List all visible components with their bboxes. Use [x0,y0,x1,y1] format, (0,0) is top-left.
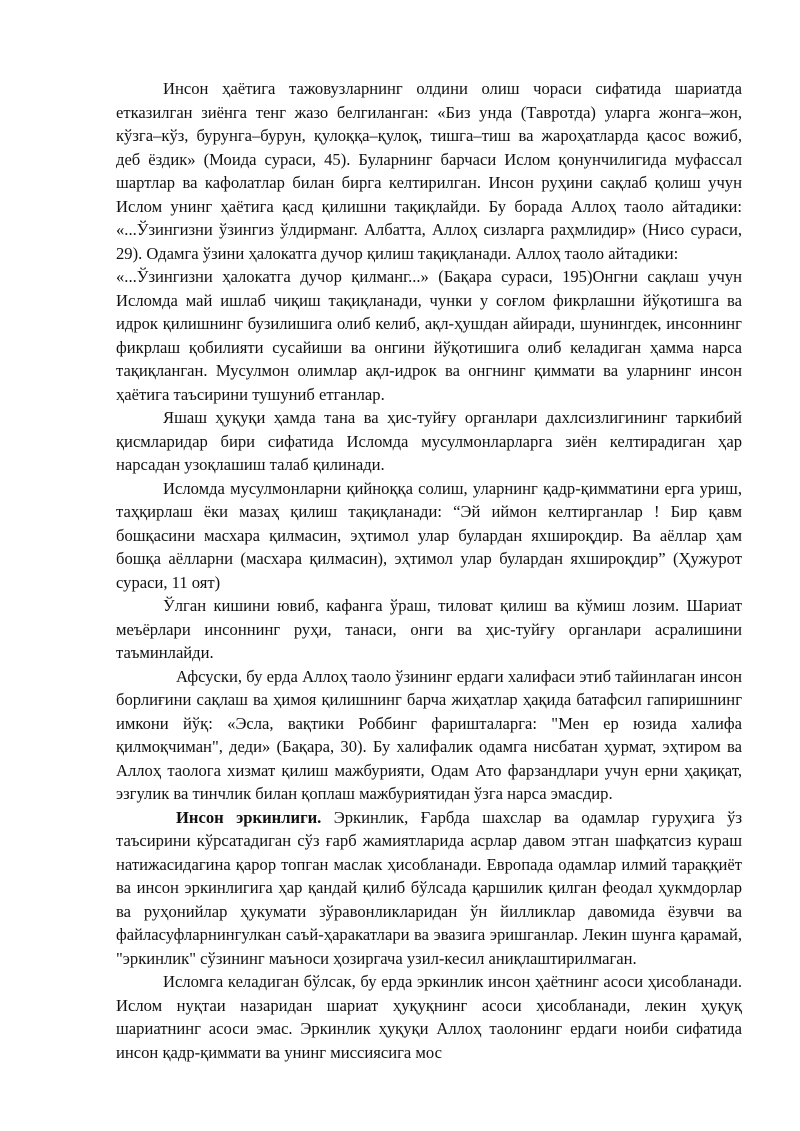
paragraph-7-text: Эркинлик, Ғарбда шахслар ва одамлар гуруҳига ўз таъсирини кўрсатадиган сўз ғарб жамиятларида асрлар давом этган шафқатсиз кураш натижасидагина қарор топган маслак ҳисобланади. Европада одамлар илмий тараққиёт ва инсон эркинлигига ҳар қандай қилиб бўлсада қаршилик қилган феодал ҳукмдорлар ва руҳонийлар ҳукумати зўравонликларидан ўн йилликлар давомида ёзувчи ва файласуфларнингулкан саъй-ҳаракатлари ва эвазига эришганлар. Лекин шунга қарамай, "эркинлик" сўзининг маъноси ҳозиргача узил-кесил аниқлаштирилмаган. [116,807,742,968]
document-page [116,77,742,1064]
section-heading: Инсон эркинлиги. [176,807,322,827]
paragraph-5: Ўлган кишини ювиб, кафанга ўраш, тиловат қилиш ва кўмиш лозим. Шариат меъёрлари инсоннинг руҳи, танаси, онги ва ҳис-туйғу органлари асралишини таъминлайди. [116,596,742,662]
paragraph-4: Исломда мусулмонларни қийноққа солиш, уларнинг қадр-қимматини ерга уриш, таҳқирлаш ёки мазаҳ қилиш тақиқланади: “Эй иймон келтирганлар ! Бир қавм бошқасини масхара қилмасин, эҳтимол улар булардан яхшироқдир. Ва аёллар ҳам бошқа аёлларни (масхара қилмасин), эҳтимол улар булардан яхшироқдир” (Ҳужурот сураси, 11 оят) [116,478,742,592]
paragraph-2: «...Ўзингизни ҳалокатга дучор қилманг...» (Бақара сураси, 195)Онгни сақлаш учун Исломда май ишлаб чиқиш тақиқланади, чунки у соғлом фикрлашни йўқотишга ва идрок қилишнинг бузилишига олиб келиб, ақл-ҳушдан айиради, шунингдек, инсоннинг фикрлаш қобилияти сусайиши ва онгини йўқотишига олиб келадиган ҳамма нарса тақиқланган. Мусулмон олимлар ақл-идрок ва онгнинг қиммати ва уларнинг инсон ҳаётига таъсирини тушуниб етганлар. [116,267,742,404]
paragraph-3: Яшаш ҳуқуқи ҳамда тана ва ҳис-туйғу органлари дахлсизлигининг таркибий қисмларидар бири сифатида Исломда мусулмонларларга зиён келтирадиган ҳар нарсадан узоқлашиш талаб қилинади. [116,408,742,474]
paragraph-8: Исломга келадиган бўлсак, бу ерда эркинлик инсон ҳаётнинг асоси ҳисобланади. Ислом нуқтаи назаридан шариат ҳуқуқнинг асоси ҳисобланади, лекин ҳуқуқ шариатнинг асоси эмас. Эркинлик ҳуқуқи Аллоҳ таолонинг ердаги ноиби сифатида инсон қадр-қиммати ва унинг миссиясига мос [116,972,742,1062]
paragraph-7 [116,806,742,971]
paragraph-1: Инсон ҳаётига тажовузларнинг олдини олиш чораси сифатида шариатда етказилган зиёнга тенг жазо белгиланган: «Биз унда (Тавротда) уларга жонга–жон, кўзга–кўз, бурунга–бурун, қулоққа–қулоқ, тишга–тиш ва жароҳатларда қасос вожиб, деб ёздик» (Моида сураси, 45). Буларнинг барчаси Ислом қонунчилигида муфассал шартлар ва кафолатлар билан бирга келтирилган. Инсон руҳини сақлаб қолиш учун Ислом унинг ҳаётига қасд қилишни тақиқлайди. Бу борада Аллоҳ таоло айтадики: «...Ўзингизни ўзингиз ўлдирманг. Албатта, Аллоҳ сизларга раҳмлидир» (Нисо сураси, 29). Одамга ўзини ҳалокатга дучор қилиш тақиқланади. Аллоҳ таоло айтадики: [116,79,742,263]
paragraph-6: Афсуски, бу ерда Аллоҳ таоло ўзининг ердаги халифаси этиб тайинлаган инсон борлиғини сақлаш ва ҳимоя қилишнинг барча жиҳатлар ҳақида батафсил гапиришнинг имкони йўқ: «Эсла, вақтики Роббинг фаришталарга: "Мен ер юзида халифа қилмоқчиман", деди» (Бақара, 30). Бу халифалик одамга нисбатан ҳурмат, эҳтиром ва Аллоҳ таолога хизмат қилиш мажбурияти, Одам Ато фарзандлари учун ерни ҳақиқат, эзгулик ва тинчлик билан қоплаш мажбуриятидан ўзга нарса эмасдир. [116,666,742,803]
